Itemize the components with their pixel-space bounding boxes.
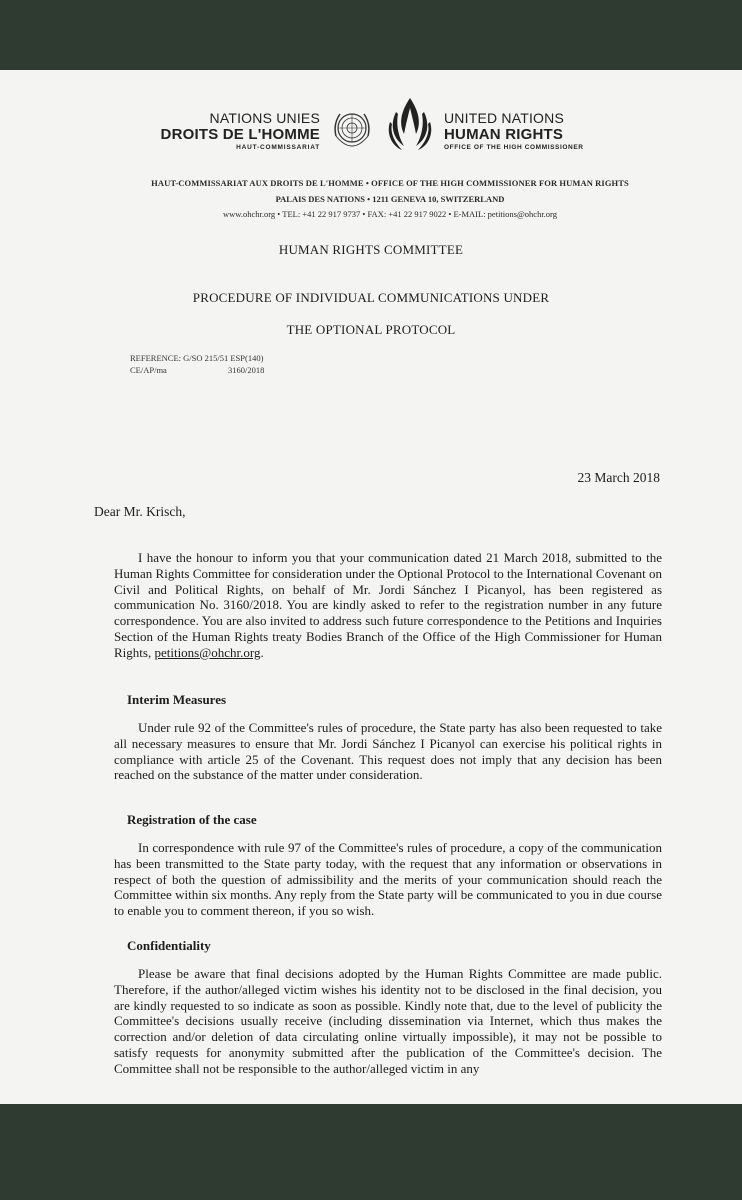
procedure-title-line2: THE OPTIONAL PROTOCOL (286, 322, 456, 337)
logo-left-line3: HAUT-COMMISSARIAT (236, 144, 320, 151)
bottom-dark-band (0, 1104, 742, 1200)
logo-left-line1: NATIONS UNIES (209, 110, 320, 126)
committee-title: HUMAN RIGHTS COMMITTEE (278, 242, 464, 257)
address-line-1: HAUT-COMMISSARIAT AUX DROITS DE L'HOMME • OFFICE OF THE HIGH COMMISSIONER FOR HUMAN RIGHTS (151, 178, 629, 188)
heading-interim-measures: Interim Measures (127, 692, 227, 707)
paragraph-2-text: Under rule 92 of the Committee's rules of procedure, the State party has also been requested to take all necessary measures to ensure that Mr. Jordi Sánchez I Picanyol can exercise his political rights in compliance with article 25 of the Covenant. This request does not imply that any decision has been reached on the substance of the matter under consideration. (114, 720, 662, 783)
procedure-title-line1: PROCEDURE OF INDIVIDUAL COMMUNICATIONS UNDER (192, 290, 550, 305)
human-rights-flame-icon (384, 94, 436, 152)
logo-right-line1: UNITED NATIONS (444, 110, 564, 126)
reference-line1: REFERENCE: G/SO 215/51 ESP(140) (130, 353, 264, 363)
ohchr-logo-english (444, 110, 624, 151)
heading-registration-of-case: Registration of the case (127, 812, 257, 827)
ohchr-logo-french (150, 110, 320, 151)
petitions-email-link[interactable]: petitions@ohchr.org (154, 644, 261, 660)
heading-confidentiality: Confidentiality (127, 938, 211, 953)
paragraph-3-text: In correspondence with rule 97 of the Committee's rules of procedure, a copy of the communication has been transmitted to the State party today, with the request that any information or observations in respect of both the question of admissibility and the merits of your communication should reach the Committee within six months. Any reply from the State party will be communicated to you in due course to enable you to comment thereon, if you so wish. (114, 840, 662, 919)
letter-page (0, 70, 742, 1104)
paragraph-1-end: . (260, 644, 264, 660)
logo-right-line2: HUMAN RIGHTS (444, 126, 564, 143)
reference-line2-right: 3160/2018 (228, 365, 265, 375)
un-emblem-icon (330, 106, 374, 150)
paragraph-1-text: I have the honour to inform you that your communication dated 21 March 2018, submitted to the Human Rights Committee for consideration under the Optional Protocol to the International Covenant on Civil and Political Rights, on behalf of Mr. Jordi Sánchez I Picanyol, has been registered as communication No. 3160/2018. You are kindly asked to refer to the registration number in any future correspondence. You are also invited to address such future correspondence to the Petitions and Inquiries Section of the Human Rights treaty Bodies Branch of the Office of the High Commissioner for Human Rights, (114, 550, 662, 660)
paragraph-registration-notice (114, 550, 662, 661)
paragraph-interim-measures (114, 720, 662, 783)
top-dark-band (0, 0, 742, 70)
address-line-2: PALAIS DES NATIONS • 1211 GENEVA 10, SWITZERLAND (275, 194, 505, 204)
reference-line2-left: CE/AP/ma (130, 365, 167, 375)
address-line-3: www.ohchr.org • TEL: +41 22 917 9737 • FAX: +41 22 917 9022 • E-MAIL: petitions@ohchr.org (223, 209, 557, 219)
logo-right-line3: OFFICE OF THE HIGH COMMISSIONER (444, 144, 584, 151)
paragraph-confidentiality (114, 966, 662, 1077)
letter-date: 23 March 2018 (577, 470, 660, 485)
paragraph-4-text: Please be aware that final decisions adopted by the Human Rights Committee are made public. Therefore, if the author/alleged victim wishes his identity not to be disclosed in the final decision, you are kindly requested to so indicate as soon as possible. Kindly note that, due to the level of publicity the Committee's decisions usually receive (including dissemination via Internet, which thus makes the correction and/or deletion of data circulating online virtually impossible), it may not be possible to satisfy requests for anonymity submitted after the publication of the Committee's decision. The Committee shall not be responsible to the author/alleged victim in any (114, 966, 662, 1076)
paragraph-registration-of-case (114, 840, 662, 919)
salutation: Dear Mr. Krisch, (94, 504, 186, 519)
logo-left-line2: DROITS DE L'HOMME (160, 126, 320, 143)
